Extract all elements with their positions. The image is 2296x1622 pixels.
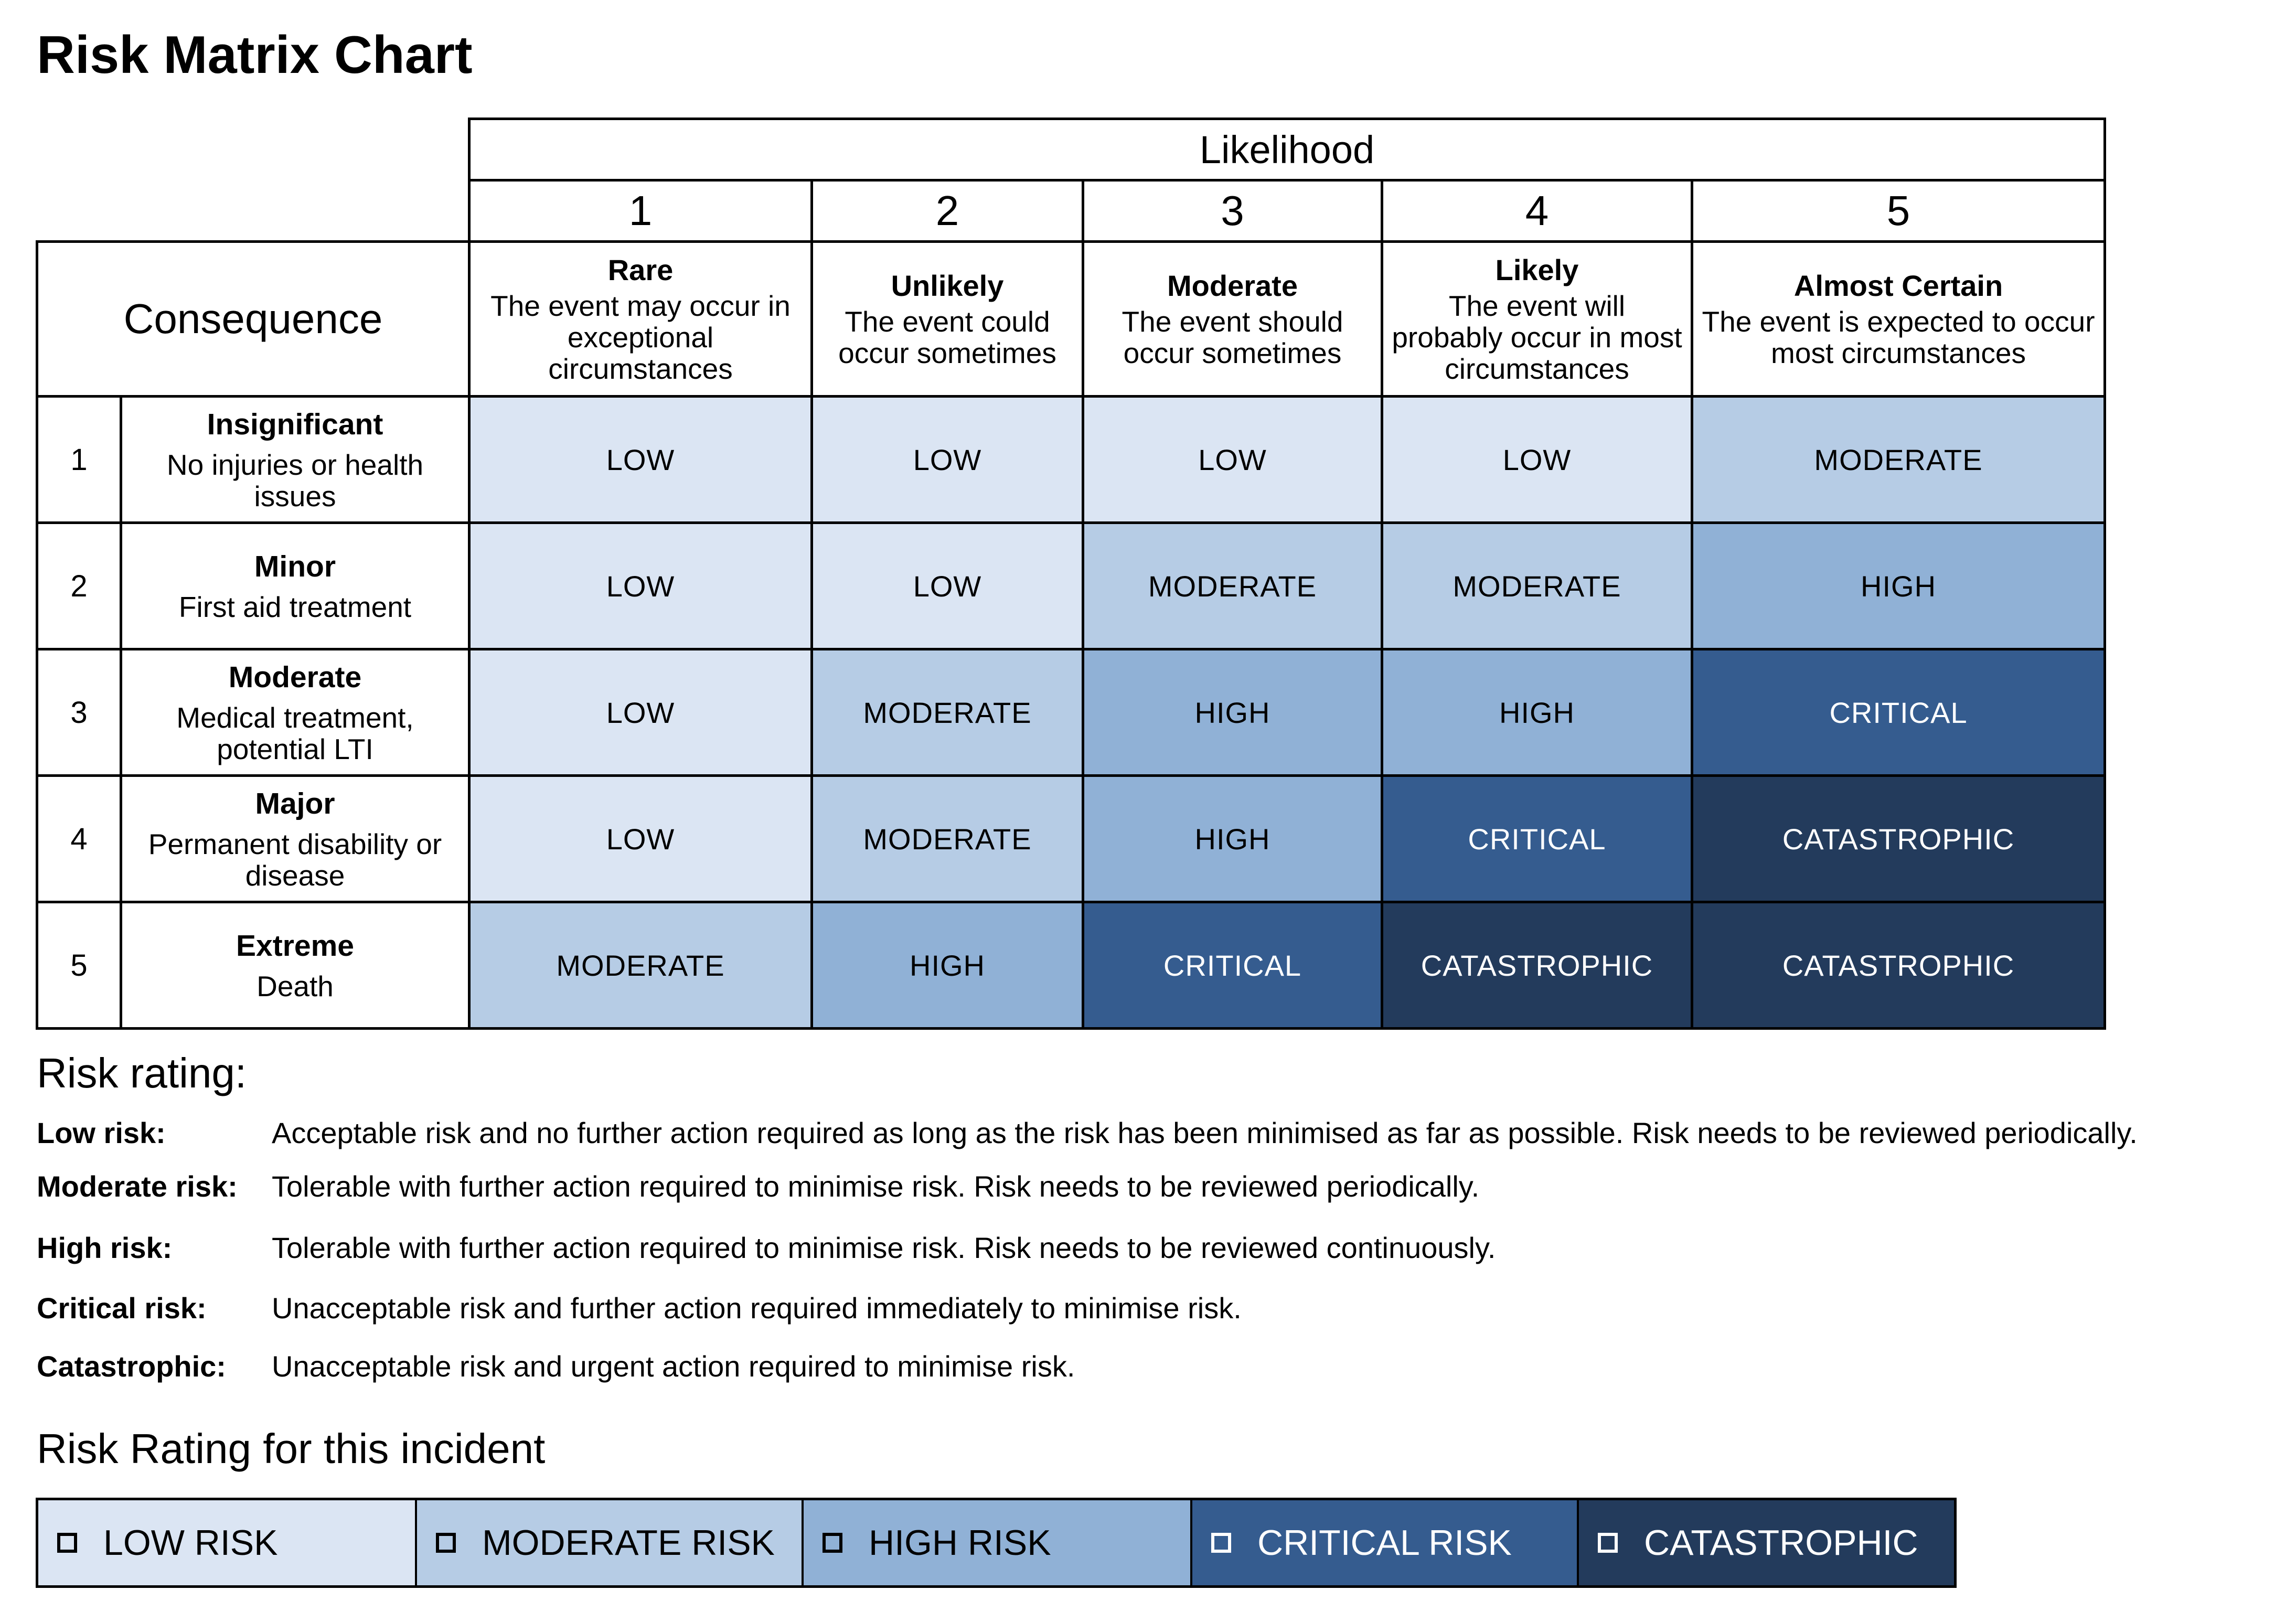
risk-cell: LOW — [812, 397, 1083, 523]
consequence-name: Minor — [254, 550, 336, 583]
risk-cell: HIGH — [1083, 776, 1382, 902]
risk-cell: CRITICAL — [1382, 776, 1692, 902]
incident-title: Risk Rating for this incident — [37, 1425, 546, 1472]
checkbox-icon[interactable] — [1211, 1533, 1231, 1553]
rating-text: Acceptable risk and no further action required as long as the risk has been minimised as far as possible. Risk needs to be reviewed periodically. — [272, 1116, 2138, 1149]
likelihood-unlikely — [812, 242, 1083, 397]
consequence-title: Consequence — [37, 242, 469, 397]
consequence-name: Moderate — [228, 660, 362, 694]
risk-cell: CRITICAL — [1083, 902, 1382, 1029]
consequence-desc: Permanent disability or disease — [148, 828, 442, 892]
consequence-desc: No injuries or health issues — [166, 449, 424, 513]
risk-cell: LOW — [812, 523, 1083, 649]
likelihood-num: 1 — [469, 180, 812, 242]
consequence-label — [121, 523, 469, 649]
consequence-desc: Medical treatment, potential LTI — [176, 701, 414, 765]
risk-cell: MODERATE — [1382, 523, 1692, 649]
risk-cell: HIGH — [1692, 523, 2105, 649]
risk-cell: MODERATE — [1083, 523, 1382, 649]
likelihood-desc: The event may occur in exceptional circumstances — [490, 290, 791, 385]
likelihood-header-row — [37, 119, 2105, 180]
consequence-label — [121, 776, 469, 902]
likelihood-rare — [469, 242, 812, 397]
likelihood-likely — [1382, 242, 1692, 397]
consequence-row-insignificant — [37, 397, 2105, 523]
risk-cell: CATASTROPHIC — [1692, 902, 2105, 1029]
rating-text: Unacceptable risk and urgent action required to minimise risk. — [272, 1350, 1075, 1383]
likelihood-moderate — [1083, 242, 1382, 397]
likelihood-num: 4 — [1382, 180, 1692, 242]
likelihood-desc: The event is expected to occur most circumstances — [1702, 305, 2095, 369]
likelihood-num: 5 — [1692, 180, 2105, 242]
risk-cell: MODERATE — [1692, 397, 2105, 523]
rating-label: Catastrophic: — [37, 1350, 226, 1383]
option-label: HIGH RISK — [869, 1523, 1051, 1563]
catastrophic-option[interactable] — [1579, 1500, 1954, 1585]
consequence-label — [121, 649, 469, 776]
risk-cell: LOW — [469, 397, 812, 523]
consequence-desc: Death — [257, 970, 334, 1002]
consequence-row-major — [37, 776, 2105, 902]
consequence-label — [121, 397, 469, 523]
rating-text: Tolerable with further action required to minimise risk. Risk needs to be reviewed periodically. — [272, 1170, 1480, 1203]
consequence-num: 2 — [37, 523, 121, 649]
risk-cell: HIGH — [1083, 649, 1382, 776]
risk-cell: CRITICAL — [1692, 649, 2105, 776]
risk-cell: MODERATE — [812, 649, 1083, 776]
likelihood-description-row — [37, 242, 2105, 397]
likelihood-desc: The event should occur sometimes — [1122, 305, 1343, 369]
likelihood-num: 3 — [1083, 180, 1382, 242]
consequence-desc: First aid treatment — [178, 591, 412, 623]
consequence-row-moderate — [37, 649, 2105, 776]
likelihood-number-row — [37, 180, 2105, 242]
option-label: CRITICAL RISK — [1257, 1523, 1512, 1563]
consequence-name: Extreme — [236, 929, 354, 963]
rating-label: Low risk: — [37, 1116, 166, 1149]
rating-label: Critical risk: — [37, 1292, 207, 1325]
checkbox-icon[interactable] — [436, 1533, 456, 1553]
likelihood-name: Rare — [607, 253, 674, 286]
consequence-label — [121, 902, 469, 1029]
risk-cell: CATASTROPHIC — [1382, 902, 1692, 1029]
low-risk-option[interactable] — [38, 1500, 417, 1585]
risk-cell: CATASTROPHIC — [1692, 776, 2105, 902]
risk-cell: LOW — [469, 649, 812, 776]
option-label: LOW RISK — [103, 1523, 278, 1563]
risk-cell: HIGH — [1382, 649, 1692, 776]
consequence-num: 3 — [37, 649, 121, 776]
risk-cell: LOW — [1083, 397, 1382, 523]
high-risk-option[interactable] — [804, 1500, 1192, 1585]
consequence-num: 5 — [37, 902, 121, 1029]
checkbox-icon[interactable] — [57, 1533, 77, 1553]
risk-cell: LOW — [469, 523, 812, 649]
consequence-name: Major — [255, 787, 335, 820]
consequence-row-minor — [37, 523, 2105, 649]
risk-cell: MODERATE — [469, 902, 812, 1029]
risk-cell: MODERATE — [812, 776, 1083, 902]
incident-risk-options — [36, 1498, 1957, 1588]
risk-cell: LOW — [1382, 397, 1692, 523]
checkbox-icon[interactable] — [823, 1533, 842, 1553]
rating-label: High risk: — [37, 1231, 173, 1264]
likelihood-name: Unlikely — [891, 269, 1004, 302]
likelihood-desc: The event will probably occur in most circumstances — [1392, 290, 1682, 385]
likelihood-almost-certain — [1692, 242, 2105, 397]
rating-label: Moderate risk: — [37, 1170, 238, 1203]
critical-risk-option[interactable] — [1192, 1500, 1579, 1585]
risk-matrix-table — [36, 118, 2106, 1030]
consequence-num: 4 — [37, 776, 121, 902]
consequence-num: 1 — [37, 397, 121, 523]
likelihood-desc: The event could occur sometimes — [838, 305, 1056, 369]
likelihood-name: Moderate — [1167, 269, 1298, 302]
checkbox-icon[interactable] — [1598, 1533, 1618, 1553]
consequence-row-extreme — [37, 902, 2105, 1029]
page-title: Risk Matrix Chart — [37, 26, 473, 84]
likelihood-title: Likelihood — [469, 119, 2105, 180]
option-label: CATASTROPHIC — [1644, 1523, 1918, 1563]
rating-text: Unacceptable risk and further action required immediately to minimise risk. — [272, 1292, 1242, 1325]
likelihood-name: Almost Certain — [1793, 269, 2003, 302]
likelihood-name: Likely — [1495, 253, 1579, 286]
likelihood-num: 2 — [812, 180, 1083, 242]
risk-cell: LOW — [469, 776, 812, 902]
consequence-name: Insignificant — [207, 408, 383, 441]
risk-rating-title: Risk rating: — [37, 1050, 247, 1096]
option-label: MODERATE RISK — [482, 1523, 775, 1563]
risk-cell: HIGH — [812, 902, 1083, 1029]
rating-text: Tolerable with further action required to minimise risk. Risk needs to be reviewed continuously. — [272, 1231, 1496, 1264]
moderate-risk-option[interactable] — [417, 1500, 804, 1585]
